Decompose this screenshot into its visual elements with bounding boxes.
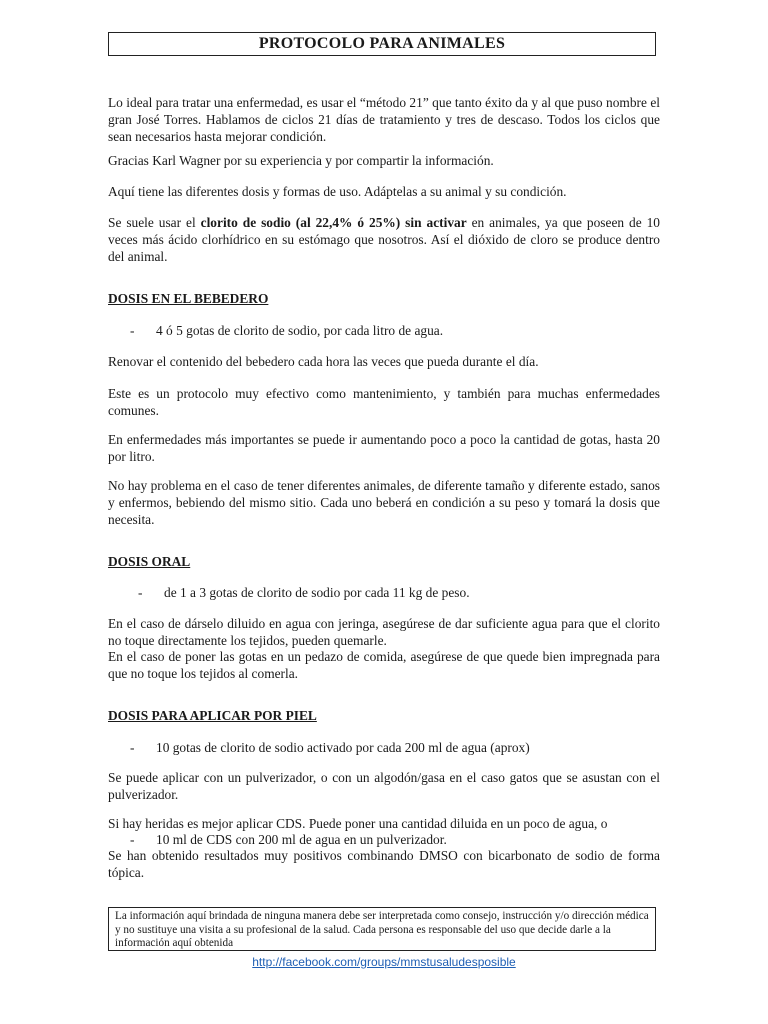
disclaimer-box [108,907,656,951]
bebedero-paragraph-4: No hay problema en el caso de tener diferentes animales, de diferente tamaño y diferente estado, sanos y enfermos, bebiendo del mismo sitio. Cada uno beberá en condición a su peso y tomará la dosis que necesita. [108,478,660,527]
piel-paragraph-2: Si hay heridas es mejor aplicar CDS. Puede poner una cantidad diluida en un poco de agua, o [108,816,608,831]
oral-paragraph-1: En el caso de dárselo diluido en agua con jeringa, asegúrese de dar suficiente agua para que el clorito no toque directamente los tejidos, pueden quemarle. [108,616,660,648]
oral-paragraph-2: En el caso de poner las gotas en un pedazo de comida, asegúrese de que quede bien impregnada para que no toque los tejidos al comerla. [108,649,660,681]
intro-p4-bold: clorito de sodio (al 22,4% ó 25%) sin activar [200,215,467,230]
bullet-text: 4 ó 5 gotas de clorito de sodio, por cada litro de agua. [156,323,444,338]
intro-paragraph-4 [108,214,660,265]
bebedero-paragraph-2: Este es un protocolo muy efectivo como mantenimiento, y también para muchas enfermedades comunes. [108,386,660,418]
intro-paragraph-3: Aquí tiene las diferentes dosis y formas de uso. Adáptelas a su animal y su condición. [108,184,567,199]
intro-paragraph-2: Gracias Karl Wagner por su experiencia y por compartir la información. [108,153,494,168]
bebedero-paragraph-3: En enfermedades más importantes se puede ir aumentando poco a poco la cantidad de gotas, hasta 20 por litro. [108,432,660,464]
piel-paragraph-3: Se han obtenido resultados muy positivos combinando DMSO con bicarbonato de sodio de forma tópica. [108,848,660,880]
section-heading-bebedero: DOSIS EN EL BEBEDERO [108,291,269,306]
intro-p4-post: en animales, ya que poseen de 10 veces más ácido clorhídrico en su estómago que nosotros. Así el dióxido de cloro se produce dentro del animal. [108,215,660,264]
intro-paragraph-1: Lo ideal para tratar una enfermedad, es usar el “método 21” que tanto éxito da y al que puso nombre el gran José Torres. Hablamos de ciclos 21 días de tratamiento y tres de descaso. Todos los ciclos que sean necesarios hasta mejorar condición. [108,95,660,144]
disclaimer-text: La información aquí brindada de ninguna manera debe ser interpretada como consejo, instrucción y/o dirección médica y no sustituye una visita a su profesional de la salud. Cada persona es responsable del uso que decide darle a la información aquí obtenida [115,910,649,949]
section-heading-piel: DOSIS PARA APLICAR POR PIEL [108,708,317,723]
page-title [108,32,656,56]
bullet-text: de 1 a 3 gotas de clorito de sodio por cada 11 kg de peso. [164,585,470,600]
bullet-dash: - [130,323,135,338]
bullet-dash: - [130,740,135,755]
bullet-dash: - [138,585,143,600]
bullet-text: 10 gotas de clorito de sodio activado por cada 200 ml de agua (aprox) [156,740,530,755]
bullet-dash: - [130,832,135,847]
facebook-group-link[interactable]: http://facebook.com/groups/mmstusaludesposible [252,955,516,969]
intro-p4-pre: Se suele usar el [108,215,201,230]
page-title-text: PROTOCOLO PARA ANIMALES [258,35,506,52]
section-heading-oral: DOSIS ORAL [108,554,191,569]
bebedero-paragraph-1: Renovar el contenido del bebedero cada hora las veces que pueda durante el día. [108,354,539,369]
bullet-text: 10 ml de CDS con 200 ml de agua en un pulverizador. [156,832,447,847]
piel-paragraph-1: Se puede aplicar con un pulverizador, o con un algodón/gasa en el caso gatos que se asustan con el pulverizador. [108,770,660,802]
